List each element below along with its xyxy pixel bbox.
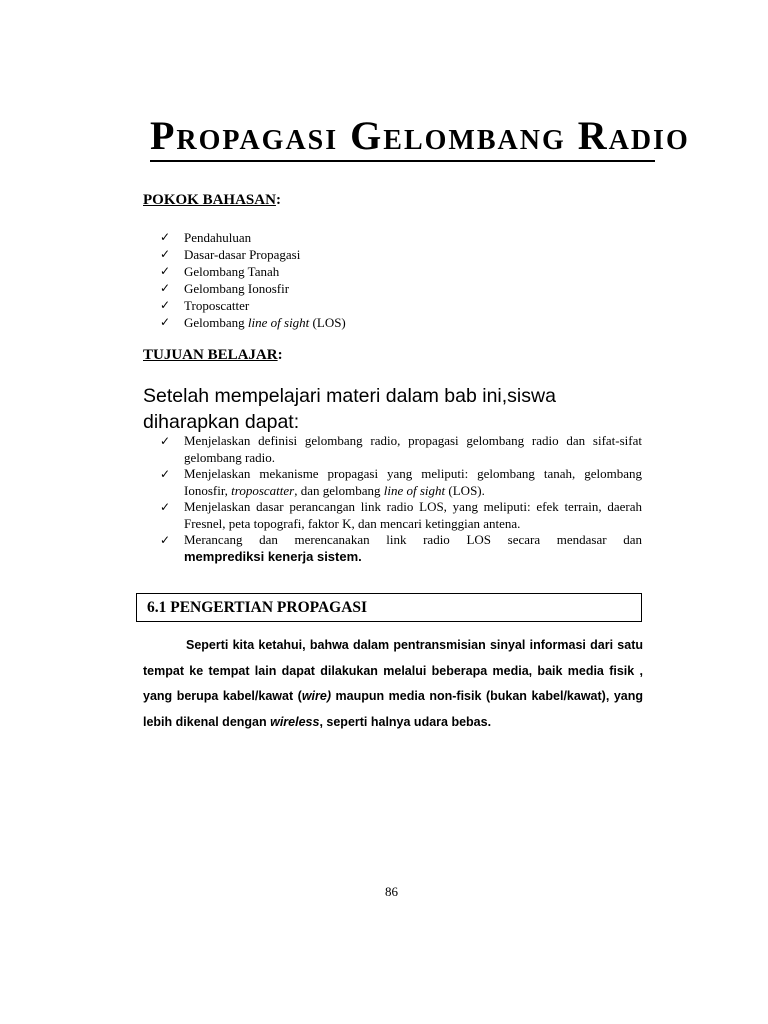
goal-text: Menjelaskan definisi gelombang radio, propagasi gelombang radio dan sifat-sifat gelombang radio. bbox=[184, 433, 642, 465]
goal-text: Merancang dan merencanakan link radio LOS secara mendasar dan bbox=[184, 532, 642, 547]
checkmark-icon: ✓ bbox=[160, 264, 171, 278]
pokok-bahasan-heading-text: POKOK BAHASAN bbox=[143, 192, 276, 208]
checkmark-icon: ✓ bbox=[160, 315, 171, 329]
topic-item-text: Gelombang Tanah bbox=[184, 264, 280, 279]
tujuan-belajar-heading-text: TUJUAN BELAJAR bbox=[143, 347, 278, 363]
topic-item-text: Gelombang bbox=[184, 315, 248, 330]
section-paragraph bbox=[143, 633, 643, 735]
tujuan-belajar-heading bbox=[143, 347, 283, 364]
paragraph-italic-text: wireless bbox=[270, 714, 320, 729]
topic-item-text: Pendahuluan bbox=[184, 230, 252, 245]
checkmark-icon: ✓ bbox=[160, 247, 171, 261]
learning-goals-list bbox=[160, 433, 642, 565]
paragraph-text: maupun media non-fisik (bukan kabel/kawat), yang lebih dikenal dengan bbox=[143, 689, 644, 729]
topic-item bbox=[160, 246, 642, 263]
goal-item-continuation bbox=[160, 549, 642, 566]
topic-item bbox=[160, 297, 642, 314]
paragraph-text: Seperti kita ketahui, bahwa dalam pentransmisian sinyal informasi dari satu tempat ke tempat lain dapat dilakukan melalui beberapa media, baik media fisik , yang berupa kabel/kawat ( bbox=[143, 638, 643, 703]
topic-item bbox=[160, 280, 642, 297]
goal-item bbox=[160, 499, 642, 532]
paragraph-text: , seperti halnya udara bebas. bbox=[319, 714, 492, 729]
checkmark-icon: ✓ bbox=[160, 434, 171, 448]
tujuan-belajar-colon: : bbox=[277, 347, 283, 363]
topic-item-text: Gelombang Ionosfir bbox=[184, 281, 290, 296]
section-title-box bbox=[136, 593, 642, 622]
goal-italic-text: troposcatter bbox=[231, 482, 295, 498]
learning-goals-intro bbox=[143, 383, 643, 435]
goal-text: Menjelaskan dasar perancangan link radio LOS, yang meliputi: efek terrain, daerah Fresnel, peta topografi, faktor K, dan mencari ketinggian antena. bbox=[184, 499, 642, 531]
topic-list bbox=[160, 229, 642, 331]
intro-line: diharapkan dapat: bbox=[143, 411, 300, 433]
intro-line: Setelah mempelajari materi dalam bab ini,siswa bbox=[143, 385, 556, 407]
topic-item-text: Troposcatter bbox=[184, 298, 250, 313]
chapter-title: Propagasi Gelombang Radio bbox=[150, 113, 690, 158]
goal-item bbox=[160, 532, 642, 549]
section-title: 6.1 PENGERTIAN PROPAGASI bbox=[147, 599, 368, 616]
pokok-bahasan-colon: : bbox=[275, 192, 281, 208]
checkmark-icon: ✓ bbox=[160, 281, 171, 295]
goal-text: , dan gelombang bbox=[294, 482, 384, 498]
topic-item-text: Dasar-dasar Propagasi bbox=[184, 247, 301, 262]
checkmark-icon: ✓ bbox=[160, 533, 171, 547]
goal-item bbox=[160, 433, 642, 466]
checkmark-icon: ✓ bbox=[160, 500, 171, 514]
topic-item bbox=[160, 229, 642, 246]
paragraph-italic-text: wire) bbox=[301, 689, 331, 703]
goal-item bbox=[160, 466, 642, 499]
goal-text: Menjelaskan mekanisme propagasi yang meliputi: gelombang tanah, gelombang Ionosfir, bbox=[184, 466, 642, 498]
topic-item bbox=[160, 314, 642, 331]
checkmark-icon: ✓ bbox=[160, 298, 171, 312]
page-number: 86 bbox=[385, 884, 398, 899]
goal-italic-text: line of sight bbox=[383, 482, 446, 498]
topic-item-italic: line of sight bbox=[247, 315, 310, 330]
topic-item bbox=[160, 263, 642, 280]
title-underline bbox=[150, 160, 655, 162]
checkmark-icon: ✓ bbox=[160, 467, 171, 481]
checkmark-icon: ✓ bbox=[160, 230, 171, 244]
topic-item-suffix: (LOS) bbox=[309, 315, 346, 330]
goal-bold-text: memprediksi kenerja sistem. bbox=[184, 548, 362, 564]
goal-text: (LOS). bbox=[445, 482, 485, 498]
pokok-bahasan-heading bbox=[143, 192, 281, 209]
